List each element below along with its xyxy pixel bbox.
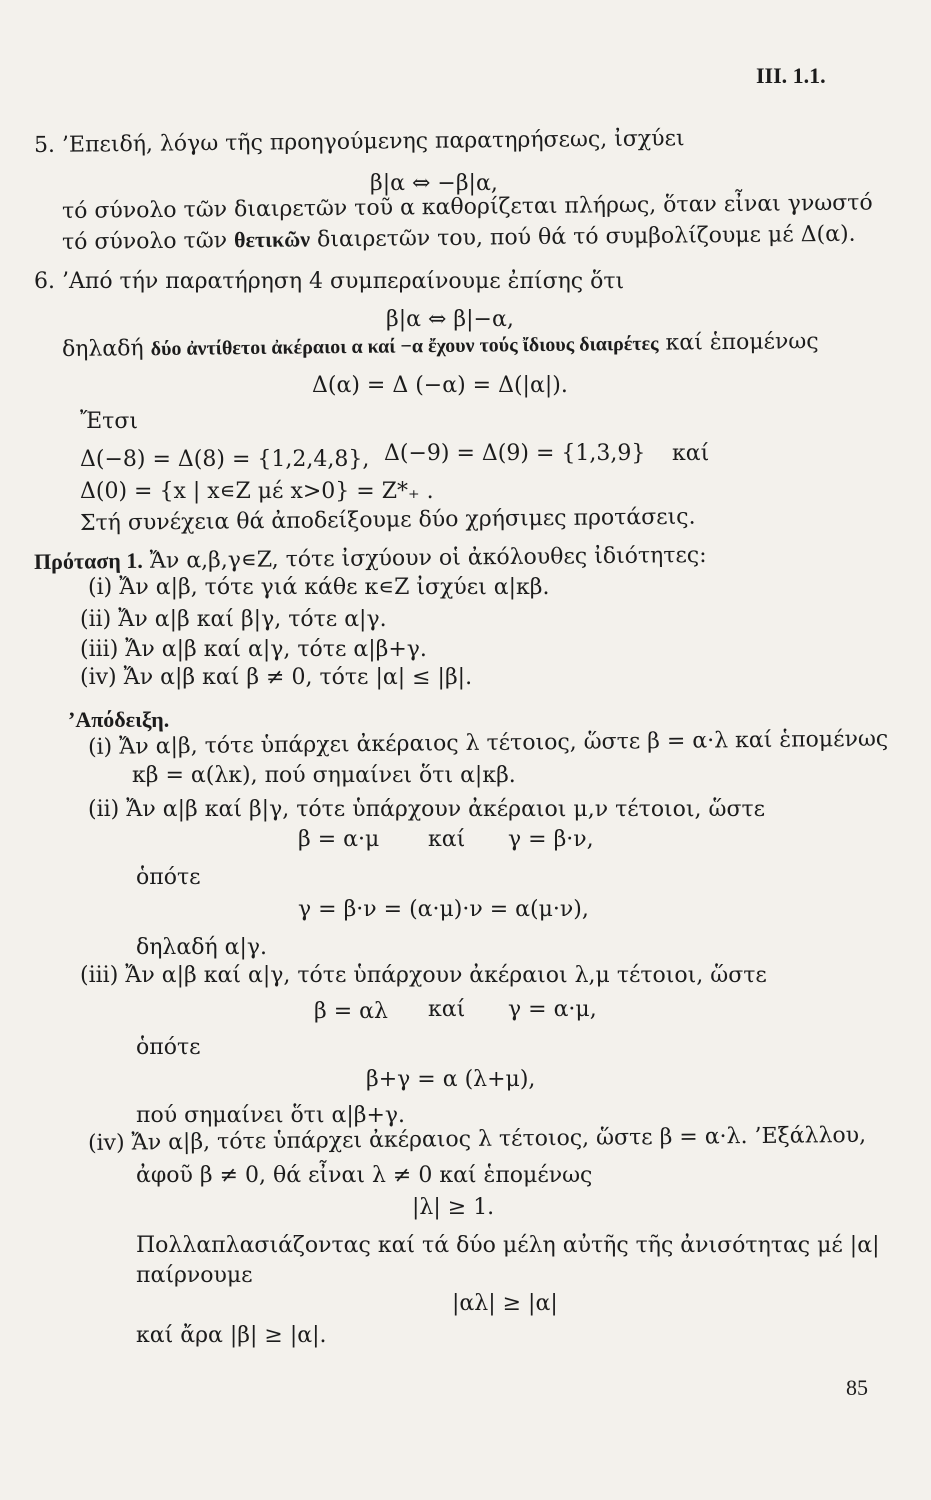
item6-line2-bold: δύο ἀντίθετοι ἀκέραιοι α καί −α ἔχουν τούς ἴδιους διαιρέτες: [150, 332, 659, 361]
proposition-item-iii: (iii) Ἄν α|β καί α|γ, τότε α|β+γ.: [80, 637, 427, 662]
item5-line3-b: διαιρετῶν του, πού θά τό συμβολίζουμε μέ Δ(α).: [309, 221, 856, 253]
proof-iv-formula2: |αλ| ≥ |α|: [452, 1291, 558, 1316]
proof-ii-formula3: γ = β·ν = (α·μ)·ν = α(μ·ν),: [298, 897, 589, 922]
proof-iii-line1: (iii) Ἄν α|β καί α|γ, τότε ὑπάρχουν ἀκέραιοι λ,μ τέτοιοι, ὥστε: [80, 963, 767, 988]
item6-example1-c: καί: [672, 441, 710, 466]
item5-line3-a: τό σύνολο τῶν: [61, 228, 235, 255]
proof-label: ’Απόδειξη.: [68, 707, 170, 732]
proof-ii-line1: (ii) Ἄν α|β καί β|γ, τότε ὑπάρχουν ἀκέραιοι μ,ν τέτοιοι, ὥστε: [88, 797, 766, 822]
proposition-item-iv: (iv) Ἄν α|β καί β ≠ 0, τότε |α| ≤ |β|.: [80, 665, 473, 690]
proof-iv-line2: ἀφοῦ β ≠ 0, θά εἶναι λ ≠ 0 καί ἑπομένως: [136, 1163, 593, 1188]
proof-iii-formula1-kai: καί: [428, 997, 466, 1022]
item6-example1-a: Δ(−8) = Δ(8) = {1,2,4,8},: [80, 447, 370, 472]
item5-line3: [62, 220, 856, 257]
proof-iii-formula3: β+γ = α (λ+μ),: [366, 1067, 536, 1092]
item6-example2: Δ(0) = {x | x∊Z μέ x>0} = Z*₊ .: [80, 479, 434, 504]
proof-iii-formula2: γ = α·μ,: [508, 997, 597, 1022]
item5-line3-bold: θετικῶν: [233, 226, 311, 253]
item5-line1: 5. ’Επειδή, λόγω τῆς προηγούμενης παρατηρήσεως, ἰσχύει: [33, 126, 685, 158]
proof-ii-formula1-kai: καί: [428, 827, 466, 852]
proof-ii-opote: ὁπότε: [136, 865, 201, 890]
proof-iii-formula1: β = αλ: [314, 999, 388, 1024]
proof-iii-opote: ὁπότε: [136, 1035, 201, 1060]
page-number: 85: [846, 1375, 868, 1400]
section-header: III. 1.1.: [756, 63, 826, 88]
item6-line2: [62, 328, 819, 364]
item5-formula: β|α ⇔ −β|α,: [370, 171, 498, 196]
item6-formula2: Δ(α) = Δ (−α) = Δ(|α|).: [312, 373, 568, 398]
item6-formula: β|α ⇔ β|−α,: [386, 307, 514, 332]
proposition-line: [34, 541, 707, 577]
item6-line2-a: δηλαδή: [61, 336, 151, 362]
proof-iv-end: καί ἄρα |β| ≥ |α|.: [136, 1323, 327, 1348]
item6-line2-b: καί ἑπομένως: [658, 329, 819, 356]
item6-continuation: Στή συνέχεια θά ἀποδείξουμε δύο χρήσιμες προτάσεις.: [79, 504, 696, 536]
proof-i-line2: κβ = α(λκ), πού σημαίνει ὅτι α|κβ.: [132, 763, 516, 788]
proof-ii-formula1: β = α·μ: [298, 827, 380, 852]
proof-iv-line3: Πολλαπλασιάζοντας καί τά δύο μέλη αὐτῆς τῆς ἀνισότητας μέ |α|: [136, 1233, 880, 1258]
item5-line2: τό σύνολο τῶν διαιρετῶν τοῦ α καθορίζεται πλήρως, ὅταν εἶναι γνωστό: [61, 190, 873, 224]
item6-line1: 6. ’Από τήν παρατήρηση 4 συμπεραίνουμε ἐπίσης ὅτι: [34, 269, 625, 294]
proposition-intro: Ἄν α,β,γ∊Z, τότε ἰσχύουν οἱ ἀκόλουθες ἰδιότητες:: [142, 542, 707, 574]
proof-i-line1: (i) Ἄν α|β, τότε ὑπάρχει ἀκέραιος λ τέτοιος, ὥστε β = α·λ καί ἑπομένως: [87, 726, 889, 760]
proposition-label: Πρόταση 1.: [33, 547, 143, 574]
item6-example1-b: Δ(−9) = Δ(9) = {1,3,9}: [384, 441, 646, 466]
proposition-item-i: (i) Ἄν α|β, τότε γιά κάθε κ∊Z ἰσχύει α|κβ.: [88, 575, 550, 600]
proposition-item-ii: (ii) Ἄν α|β καί β|γ, τότε α|γ.: [80, 607, 387, 632]
proof-ii-dilady: δηλαδή α|γ.: [136, 935, 268, 960]
proof-iv-line1: (iv) Ἄν α|β, τότε ὑπάρχει ἀκέραιος λ τέτοιος, ὥστε β = α·λ. ’Εξάλλου,: [87, 1122, 867, 1156]
proof-iv-formula1: |λ| ≥ 1.: [412, 1195, 495, 1220]
proof-ii-formula2: γ = β·ν,: [508, 827, 594, 852]
proof-iv-line4: παίρνουμε: [136, 1263, 253, 1288]
proof-iii-end: πού σημαίνει ὅτι α|β+γ.: [136, 1103, 406, 1128]
item6-etsi: Ἔτσι: [80, 409, 138, 434]
